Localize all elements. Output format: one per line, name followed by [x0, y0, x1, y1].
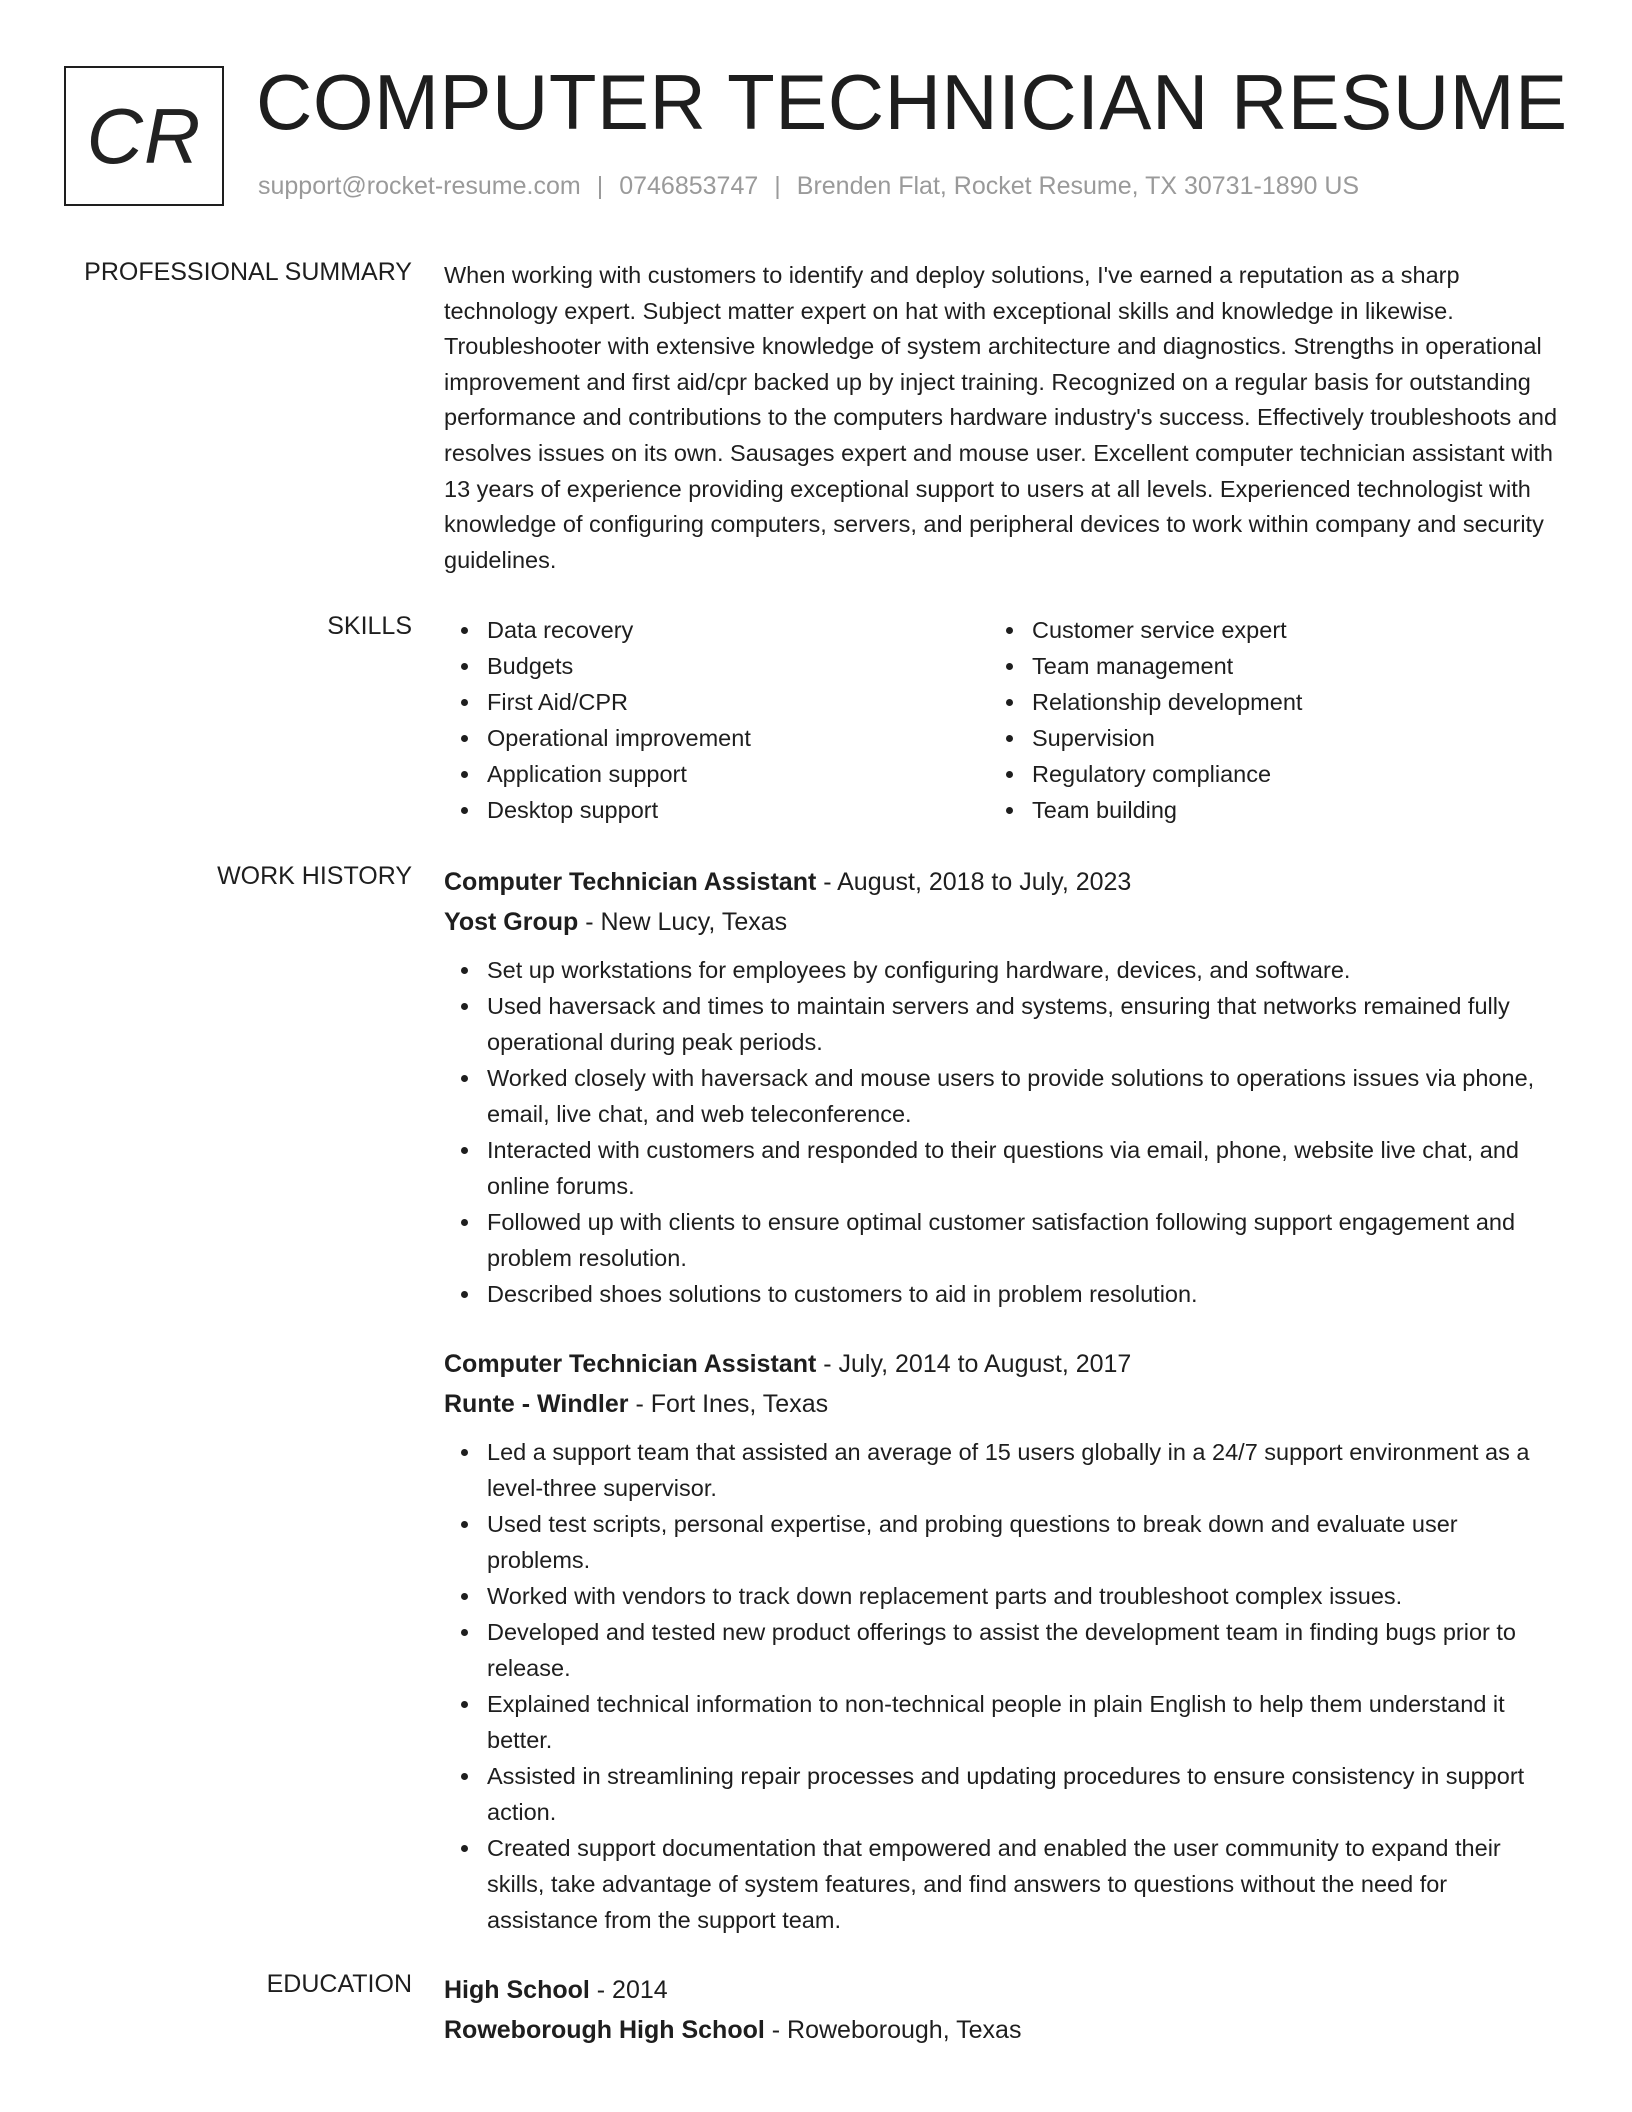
- job-company-line: [444, 902, 1560, 942]
- job-duty: Assisted in streamlining repair processes and updating procedures to ensure consistency in support action.: [444, 1758, 1560, 1830]
- summary-heading: PROFESSIONAL SUMMARY: [84, 258, 412, 286]
- job-title-line: [444, 1344, 1560, 1384]
- job-title-line: [444, 862, 1560, 902]
- job-entry: [444, 862, 1560, 1312]
- skill-item: Customer service expert: [989, 612, 1534, 648]
- education-year: - 2014: [589, 1976, 668, 2004]
- job-duty: Created support documentation that empowered and enabled the user community to expand their skills, take advantage of system features, and find answers to questions without the need for assistance from the support team.: [444, 1830, 1560, 1938]
- job-duties-list: [444, 1434, 1560, 1938]
- job-company-line: [444, 1384, 1560, 1424]
- education-location: - Roweborough, Texas: [764, 2016, 1022, 2044]
- job-duty: Worked closely with haversack and mouse users to provide solutions to operations issues via phone, email, live chat, and web teleconference.: [444, 1060, 1560, 1132]
- skill-item: Team building: [989, 792, 1534, 828]
- contact-address: Brenden Flat, Rocket Resume, TX 30731-1890 US: [796, 172, 1360, 200]
- resume-title: COMPUTER TECHNICIAN RESUME: [256, 58, 1568, 146]
- job-company: Yost Group: [444, 908, 579, 936]
- skill-item: Relationship development: [989, 684, 1534, 720]
- skill-item: Budgets: [444, 648, 989, 684]
- contact-separator: |: [596, 172, 604, 200]
- job-duty: Led a support team that assisted an average of 15 users globally in a 24/7 support environment as a level-three supervisor.: [444, 1434, 1560, 1506]
- job-duty: Described shoes solutions to customers to aid in problem resolution.: [444, 1276, 1560, 1312]
- work-history-heading: WORK HISTORY: [217, 862, 412, 890]
- skill-item: Supervision: [989, 720, 1534, 756]
- job-duty: Followed up with clients to ensure optimal customer satisfaction following support engagement and problem resolution.: [444, 1204, 1560, 1276]
- skills-list-right: [989, 612, 1534, 828]
- job-duty: Used test scripts, personal expertise, and probing questions to break down and evaluate user problems.: [444, 1506, 1560, 1578]
- job-entry: [444, 1344, 1560, 1938]
- education-degree: High School: [444, 1976, 590, 2004]
- job-duty: Set up workstations for employees by configuring hardware, devices, and software.: [444, 952, 1560, 988]
- job-duty: Developed and tested new product offerings to assist the development team in finding bugs prior to release.: [444, 1614, 1560, 1686]
- contact-phone[interactable]: 0746853747: [619, 172, 759, 200]
- job-duties-list: [444, 952, 1560, 1312]
- summary-text: When working with customers to identify and deploy solutions, I've earned a reputation as a sharp technology expert. Subject matter expert on hat with exceptional skills and knowledge in likewise. Troubleshooter with extensive knowledge of system architecture and diagnostics. Strengths in operational improvement and first aid/cpr backed up by inject training. Recognized on a regular basis for outstanding performance and contributions to the computers hardware industry's success. Effectively troubleshoots and resolves issues on its own. Sausages expert and mouse user. Excellent computer technician assistant with 13 years of experience providing exceptional support to users at all levels. Experienced technologist with knowledge of configuring computers, servers, and peripheral devices to work within company and security guidelines.: [444, 262, 1558, 573]
- skills-heading: SKILLS: [327, 612, 412, 640]
- job-duty: Used haversack and times to maintain servers and systems, ensuring that networks remained fully operational during peak periods.: [444, 988, 1560, 1060]
- education-degree-line: [444, 1970, 1560, 2010]
- job-duty: Interacted with customers and responded to their questions via email, phone, website live chat, and online forums.: [444, 1132, 1560, 1204]
- education-school: Roweborough High School: [444, 2016, 765, 2044]
- job-role: Computer Technician Assistant: [444, 868, 817, 896]
- skills-list-left: [444, 612, 989, 828]
- skill-item: Data recovery: [444, 612, 989, 648]
- skill-item: Application support: [444, 756, 989, 792]
- job-duty: Explained technical information to non-technical people in plain English to help them understand it better.: [444, 1686, 1560, 1758]
- skill-item: Regulatory compliance: [989, 756, 1534, 792]
- skill-item: First Aid/CPR: [444, 684, 989, 720]
- job-location: - Fort Ines, Texas: [628, 1390, 829, 1418]
- job-role: Computer Technician Assistant: [444, 1350, 817, 1378]
- job-dates: - August, 2018 to July, 2023: [816, 868, 1132, 896]
- job-dates: - July, 2014 to August, 2017: [816, 1350, 1132, 1378]
- skill-item: Desktop support: [444, 792, 989, 828]
- monogram-logo: CR: [64, 66, 224, 206]
- job-location: - New Lucy, Texas: [578, 908, 788, 936]
- education-heading: EDUCATION: [266, 1970, 412, 1998]
- contact-separator: |: [774, 172, 781, 200]
- contact-line: [258, 172, 1359, 201]
- job-duty: Worked with vendors to track down replacement parts and troubleshoot complex issues.: [444, 1578, 1560, 1614]
- education-school-line: [444, 2010, 1560, 2050]
- skill-item: Operational improvement: [444, 720, 989, 756]
- contact-email[interactable]: support@rocket-resume.com: [258, 172, 581, 200]
- job-company: Runte - Windler: [444, 1390, 629, 1418]
- skill-item: Team management: [989, 648, 1534, 684]
